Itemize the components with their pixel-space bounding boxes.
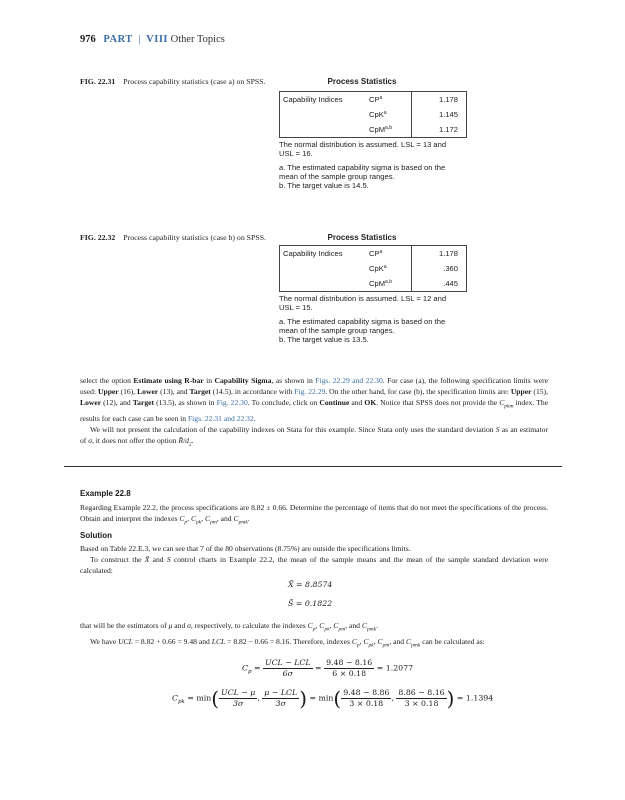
note-distribution: The normal distribution is assumed. LSL = 12 and USL = 15. — [279, 294, 447, 312]
index-name: CpM$^{a,b}$ — [369, 276, 412, 292]
row-header: Capability Indices — [283, 249, 343, 258]
index-name: CpK$^a$ — [369, 261, 412, 276]
paragraph: To construct the X̄ and S control charts in Example 22.2, the mean of the sample means and the mean of the sample standard deviation were calculated: — [80, 555, 548, 575]
index-value: 1.178 — [438, 249, 458, 258]
figure-link[interactable]: Fig. 22.29 — [294, 387, 326, 396]
solution-text — [80, 543, 548, 576]
index-value: 1.178 — [438, 95, 458, 104]
note-distribution: The normal distribution is assumed. LSL = 13 and USL = 16. — [279, 140, 447, 158]
row-header: Capability Indices — [283, 95, 343, 104]
index-name: CpM$^{a,b}$ — [369, 122, 412, 138]
table-row — [280, 122, 467, 138]
figure-caption-22-31 — [80, 77, 266, 86]
solution-text-2 — [80, 620, 548, 651]
equation-cp: $C_p$ = $\frac{\text{UCL − LCL}}{6\sigma}$ = $\frac{9.48 - 8.16}{6 \times 0.18}$ = 1.2077 — [242, 658, 414, 678]
note-b: b. The target value is 13.5. — [279, 335, 369, 344]
fraction: $\frac{\text{μ − LCL}}{3\sigma}$ — [264, 688, 298, 708]
figure-link[interactable]: Fig. 22.30 — [216, 398, 248, 407]
table-notes — [279, 294, 449, 344]
section-title: Other Topics — [170, 34, 225, 45]
table-row — [280, 276, 467, 292]
process-statistics-table — [279, 245, 467, 292]
index-value: .445 — [443, 279, 458, 288]
note-a: a. The estimated capability sigma is based on the mean of the sample group ranges. — [279, 163, 446, 181]
part-label: PART — [103, 34, 133, 45]
paragraph: We will not present the calculation of the capability indexes on Stata for this example. Since Stata only uses the standard deviation S as an estimator of σ, it does not offer the option $R̄/d_2$. — [80, 424, 548, 448]
page-number: 976 — [80, 34, 96, 45]
figure-caption-text: Process capability statistics (case b) on SPSS. — [123, 233, 266, 242]
header-separator: | — [138, 34, 141, 45]
note-a: a. The estimated capability sigma is based on the mean of the sample group ranges. — [279, 317, 446, 335]
index-value: 1.172 — [438, 125, 458, 134]
figure-caption-text: Process capability statistics (case a) on SPSS. — [123, 77, 266, 86]
part-number: VIII — [146, 34, 169, 45]
figure-caption-22-32 — [80, 233, 266, 242]
paragraph: that will be the estimators of μ and σ, respectively, to calculate the indexes $C_p$, $C_{pk}$, $C_{pm}$, and $C_{pmk}$. — [80, 621, 378, 633]
process-statistics-title: Process Statistics — [327, 77, 397, 86]
fraction: $\frac{8.86 - 8.16}{3 \times 0.18}$ — [398, 688, 445, 708]
fraction: $\frac{9.48 - 8.86}{3 \times 0.18}$ — [343, 688, 390, 708]
running-header — [80, 34, 225, 45]
fraction: $\frac{9.48 - 8.16}{6 \times 0.18}$ — [326, 658, 373, 678]
index-name: $CP^a$ — [369, 246, 412, 262]
paragraph: We have UCL = 8.82 + 0.66 = 9.48 and LCL = 8.82 − 0.66 = 8.16. Therefore, indexes $C_p$, $C_{pk}$, $C_{pm}$, and $C_{pmk}$ can be calculated as: — [90, 636, 485, 649]
equation-sbar: S̄ = 0.1822 — [288, 599, 333, 608]
figure-label: FIG. 22.32 — [80, 233, 116, 242]
section-divider — [64, 466, 562, 467]
table-row — [280, 92, 467, 108]
table-notes — [279, 140, 449, 190]
index-value: .360 — [443, 264, 458, 273]
paragraph: select the option Estimate using R-bar in Capability Sigma, as shown in Figs. 22.29 and 22.30. For case (a), the following specification limits were used: Upper (16), Lower (13), and Target (14.5), in accordance with Fig. 22.29. On the other hand, for case (b), the specification limits are: Upper (15), Lower (12), and Target (13.5), as shown in Fig. 22.30. To conclude, click on Continue and OK. Notice that SPSS does not provide the $C_{pkm}$ index. The results for each case can be seen in Figs. 22.31 and 22.32. — [80, 376, 548, 423]
index-name: $CP^a$ — [369, 92, 412, 108]
note-b: b. The target value is 14.5. — [279, 181, 369, 190]
body-text — [80, 375, 548, 450]
equation-cpk: $C_{pk} = \min$( $\frac{\text{UCL − μ}}{3\sigma}$ , $\frac{\text{μ − LCL}}{3\sigma}$ ) = min( $\frac{9.48 - 8.86}{3 \times 0.18}$ , $\frac{8.86 - 8.16}{3 \times 0.18}$ ) = 1.1394 — [172, 686, 494, 711]
example-text — [80, 502, 548, 529]
figure-label: FIG. 22.31 — [80, 77, 116, 86]
table-row — [280, 261, 467, 276]
equation-xbar: X̄ = 8.8574 — [288, 580, 333, 589]
index-value: 1.145 — [438, 110, 458, 119]
fraction: $\frac{\text{UCL − LCL}}{6\sigma}$ — [265, 658, 311, 678]
figure-link[interactable]: Figs. 22.31 and 22.32 — [187, 413, 254, 423]
fraction: $\frac{\text{UCL − μ}}{3\sigma}$ — [221, 688, 256, 708]
figure-link[interactable]: Figs. 22.29 and 22.30 — [315, 376, 383, 385]
solution-heading: Solution — [80, 531, 112, 540]
paragraph: Based on Table 22.E.3, we can see that 7 of the 80 observations (8.75%) are outside the specifications limits. — [80, 544, 411, 553]
table-row — [280, 246, 467, 262]
process-statistics-table — [279, 91, 467, 138]
table-row — [280, 107, 467, 122]
process-statistics-title: Process Statistics — [327, 233, 397, 242]
index-name: CpK$^a$ — [369, 107, 412, 122]
paragraph: Regarding Example 22.2, the process specifications are 8.82 ± 0.66. Determine the percentage of items that do not meet the specifications of the process. Obtain and interpret the indexes $C_p$, $C_{pk}$, $C_{pm}$, and $C_{pmk}$. — [80, 503, 548, 526]
example-heading: Example 22.8 — [80, 489, 131, 498]
